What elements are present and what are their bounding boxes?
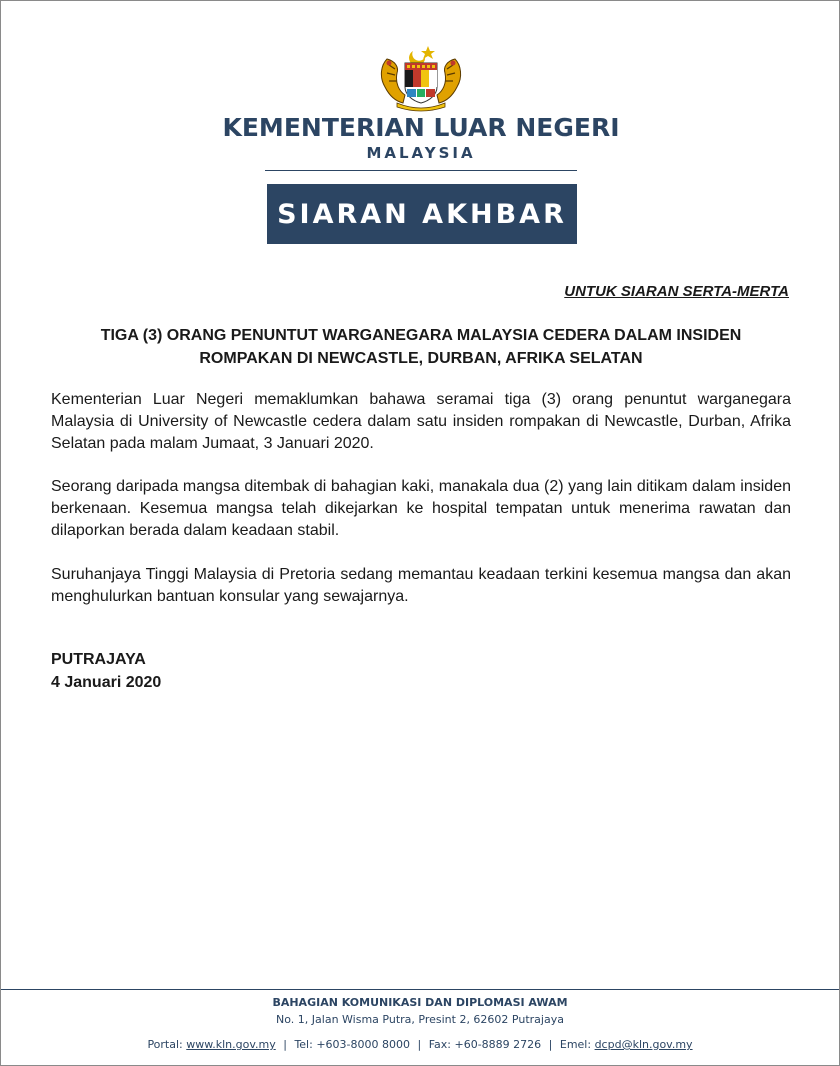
footer [1,994,839,1051]
separator: | [283,1038,287,1051]
separator: | [417,1038,422,1051]
headline-line-1: TIGA (3) ORANG PENUNTUT WARGANEGARA MALAYSIA CEDERA DALAM INSIDEN [100,327,742,344]
ministry-country: MALAYSIA [366,144,476,162]
footer-address: No. 1, Jalan Wisma Putra, Presint 2, 62602 Putrajaya [276,1013,564,1026]
headline-line-2: ROMPAKAN DI NEWCASTLE, DURBAN, AFRIKA SELATAN [199,350,643,367]
signoff-date: 4 Januari 2020 [51,674,162,691]
malaysia-coat-of-arms-icon [373,43,469,113]
portal-link[interactable]: www.kln.gov.my [186,1038,276,1051]
footer-contact [1,1038,839,1051]
footer-org: BAHAGIAN KOMUNIKASI DAN DIPLOMASI AWAM [272,996,568,1009]
headline [51,324,791,370]
body-paragraph-1: Kementerian Luar Negeri memaklumkan bahawa seramai tiga (3) orang penuntut warganegara Malaysia di University of Newcastle cedera dalam satu insiden rompakan di Newcastle, Durban, Afrika Selatan pada malam Jumaat, 3 Januari 2020. [51,391,791,452]
footer-divider [1,989,839,990]
release-tag: UNTUK SIARAN SERTA-MERTA [564,283,789,300]
email-link[interactable]: dcpd@kln.gov.my [594,1038,693,1051]
press-release-banner: SIARAN AKHBAR [267,184,577,244]
phone-number: Tel: +603-8000 8000 [294,1038,410,1051]
portal-label: Portal: [147,1038,183,1051]
header-divider [265,170,577,171]
signoff-place: PUTRAJAYA [51,651,146,668]
ministry-name: KEMENTERIAN LUAR NEGERI [222,113,620,142]
separator: | [548,1038,553,1051]
fax-number: Fax: +60-8889 2726 [428,1038,542,1051]
email-label: Emel: [559,1038,592,1051]
body-paragraph-3: Suruhanjaya Tinggi Malaysia di Pretoria sedang memantau keadaan terkini kesemua mangsa dan akan menghulurkan bantuan konsular yang sewajarnya. [51,566,791,605]
body-paragraph-2: Seorang daripada mangsa ditembak di bahagian kaki, manakala dua (2) yang lain ditikam dalam insiden berkenaan. Kesemua mangsa telah dikejarkan ke hospital tempatan untuk menerima rawatan dan dilaporkan berada dalam keadaan stabil. [51,478,791,539]
